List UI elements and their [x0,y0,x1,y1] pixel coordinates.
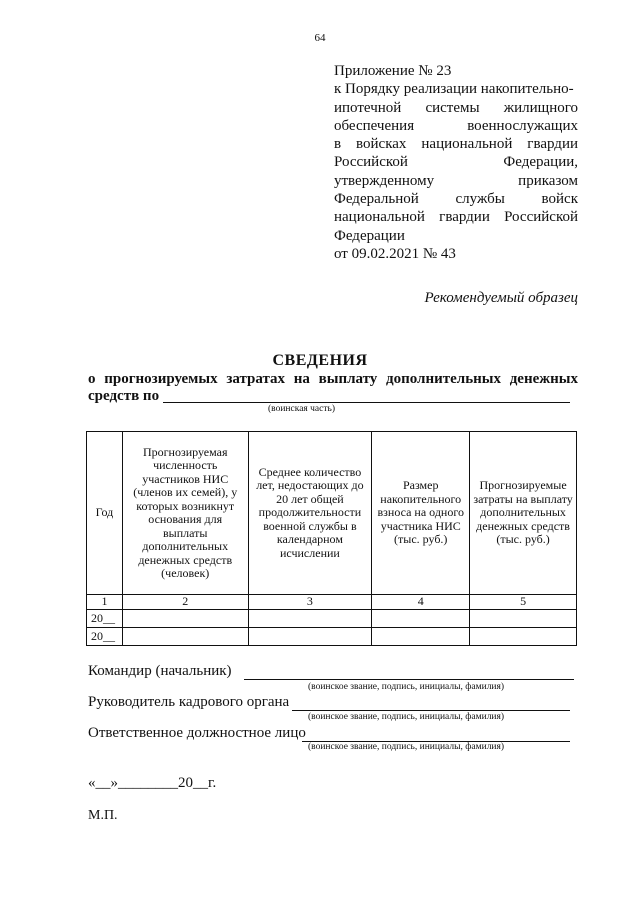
data-cell[interactable] [122,628,248,646]
column-number: 4 [372,595,470,610]
column-number-row [87,595,577,610]
appendix-line: Российской Федерации, [334,154,578,171]
table-row [87,628,577,646]
year-cell[interactable]: 20__ [87,628,123,646]
appendix-line: от 09.02.2021 № 43 [334,245,456,262]
data-cell[interactable] [372,628,470,646]
data-cell[interactable] [122,610,248,628]
recommended-sample-label: Рекомендуемый образец [424,290,578,306]
appendix-line: обеспечения военнослужащих [334,117,578,134]
signature-caption: (воинское звание, подпись, инициалы, фамилия) [308,742,505,752]
appendix-line: национальной гвардии Российской [334,209,578,226]
column-number: 3 [248,595,372,610]
data-cell[interactable] [470,610,577,628]
document-subtitle: о прогнозируемых затратах на выплату дополнительных денежных [88,371,578,387]
header-participants: Прогнозируемая численность участников НИС (членов их семей), у которых возникнут основания для выплаты дополнительных денежных средств (человек) [122,432,248,595]
header-years-missing: Среднее количество лет, недостающих до 20 лет общей продолжительности военной службы в календарном исчислении [248,432,372,595]
column-number: 5 [470,595,577,610]
unit-fill-line[interactable] [163,402,570,403]
appendix-block [334,62,578,263]
unit-caption: (воинская часть) [268,404,336,414]
document-subtitle-continued: средств по [88,388,160,404]
appendix-line: к Порядку реализации накопительно- [334,81,574,98]
table-row [87,610,577,628]
commander-signature-line[interactable] [244,679,574,680]
data-cell[interactable] [470,628,577,646]
signature-caption: (воинское звание, подпись, инициалы, фамилия) [308,712,505,722]
column-number: 2 [122,595,248,610]
date-line[interactable]: «__»________20__г. [88,775,217,791]
forecast-table [86,431,577,646]
page-number: 64 [314,32,326,44]
appendix-line: в войсках национальной гвардии [334,136,578,153]
column-number: 1 [87,595,123,610]
signature-caption: (воинское звание, подпись, инициалы, фамилия) [308,682,505,692]
responsible-officer-label: Ответственное должностное лицо [88,725,306,741]
data-cell[interactable] [372,610,470,628]
appendix-line: Федерации [334,227,405,244]
appendix-line: ипотечной системы жилищного [334,99,578,116]
data-cell[interactable] [248,628,372,646]
appendix-line: Приложение № 23 [334,63,452,79]
table-header-row [87,432,577,595]
document-title: СВЕДЕНИЯ [272,352,368,369]
header-forecast-costs: Прогнозируемые затраты на выплату дополнительных денежных средств (тыс. руб.) [470,432,577,595]
appendix-line: утвержденному приказом [334,172,578,189]
stamp-label: М.П. [88,808,118,823]
appendix-line: Федеральной службы войск [334,191,578,208]
hr-head-label: Руководитель кадрового органа [88,694,290,710]
commander-label: Командир (начальник) [88,663,232,679]
year-cell[interactable]: 20__ [87,610,123,628]
header-contribution: Размер накопительного взноса на одного участника НИС (тыс. руб.) [372,432,470,595]
header-year: Год [87,432,123,595]
hr-head-signature-line[interactable] [292,710,570,711]
data-cell[interactable] [248,610,372,628]
